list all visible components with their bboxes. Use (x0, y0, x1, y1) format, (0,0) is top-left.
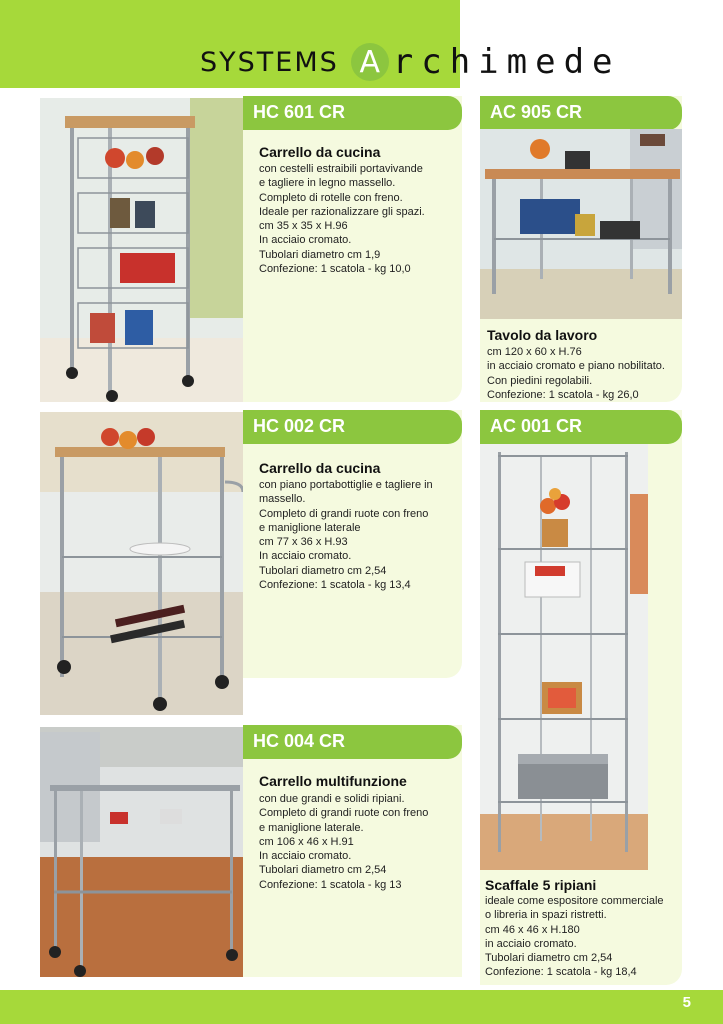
description-line: Confezione: 1 scatola - kg 13,4 (259, 579, 411, 592)
description-line: In acciaio cromato. (259, 850, 352, 863)
brand-initial-badge (351, 43, 389, 81)
brand-logo (200, 40, 621, 84)
description-line: cm 120 x 60 x H.76 (487, 346, 582, 358)
description-line: Confezione: 1 scatola - kg 26,0 (487, 388, 639, 401)
product-code: HC 002 CR (253, 416, 346, 436)
description-line: e maniglione laterale (259, 521, 361, 534)
description-line: ideale come espositore commerciale (485, 895, 664, 907)
product-code-tab-hc002 (243, 410, 462, 444)
product-code: AC 905 CR (490, 102, 583, 122)
description-line: Completo di grandi ruote con freno (259, 507, 429, 520)
brand-name: rchimede (392, 42, 621, 82)
product-description (259, 162, 425, 276)
product-code-tab-ac001 (480, 410, 682, 444)
product-title: Tavolo da lavoro (487, 327, 598, 343)
description-line: con cestelli estraibili portavivande (259, 163, 423, 175)
description-line: Tubolari diametro cm 2,54 (485, 952, 613, 965)
description-line: con piano portabottiglie e tagliere in (259, 479, 433, 491)
product-code-tab-ac905 (480, 96, 682, 130)
description-line: cm 46 x 46 x H.180 (485, 923, 580, 936)
product-title: Carrello da cucina (259, 460, 381, 476)
description-line: massello. (259, 493, 306, 506)
description-line: Tubolari diametro cm 2,54 (259, 564, 387, 577)
description-line: in acciaio cromato. (485, 937, 577, 950)
description-line: Confezione: 1 scatola - kg 18,4 (485, 966, 637, 979)
product-title: Scaffale 5 ripiani (485, 877, 597, 893)
product-title: Carrello da cucina (259, 144, 381, 160)
brand-prefix: SYSTEMS (200, 46, 339, 78)
description-line: in acciaio cromato e piano nobilitato. (487, 360, 665, 373)
description-line: Confezione: 1 scatola - kg 10,0 (259, 263, 411, 276)
product-code: HC 601 CR (253, 102, 346, 122)
page-number: 5 (682, 994, 691, 1011)
product-photo-hc004 (40, 727, 243, 977)
product-code: AC 001 CR (490, 416, 583, 436)
product-code: HC 004 CR (253, 731, 346, 751)
product-description (485, 894, 664, 980)
product-code-tab-hc601 (243, 96, 462, 130)
description-line: Completo di grandi ruote con freno (259, 807, 429, 820)
description-line: con due grandi e solidi ripiani. (259, 793, 405, 805)
description-line: In acciaio cromato. (259, 550, 352, 563)
description-line: e tagliere in legno massello. (259, 177, 396, 190)
product-code-tab-hc004 (243, 725, 462, 759)
description-line: e maniglione laterale. (259, 821, 364, 834)
description-line: Tubolari diametro cm 1,9 (259, 248, 381, 261)
product-description (259, 792, 428, 892)
description-line: cm 77 x 36 x H.93 (259, 536, 348, 549)
product-description (259, 478, 433, 592)
product-title: Carrello multifunzione (259, 773, 407, 789)
description-line: cm 106 x 46 x H.91 (259, 835, 354, 848)
description-line: o libreria in spazi ristretti. (485, 909, 607, 922)
description-line: Confezione: 1 scatola - kg 13 (259, 878, 402, 891)
description-line: In acciaio cromato. (259, 234, 352, 247)
product-photo-ac001 (480, 444, 648, 870)
description-line: Ideale per razionalizzare gli spazi. (259, 205, 425, 218)
description-line: Con piedini regolabili. (487, 374, 593, 387)
product-photo-ac905 (480, 129, 682, 319)
product-photo-hc601 (40, 98, 243, 402)
product-photo-hc002 (40, 412, 243, 715)
brand-initial: A (359, 45, 381, 80)
description-line: cm 35 x 35 x H.96 (259, 220, 348, 233)
footer-band (0, 990, 723, 1024)
description-line: Tubolari diametro cm 2,54 (259, 864, 387, 877)
product-description (487, 345, 665, 402)
description-line: Completo di rotelle con freno. (259, 191, 403, 204)
